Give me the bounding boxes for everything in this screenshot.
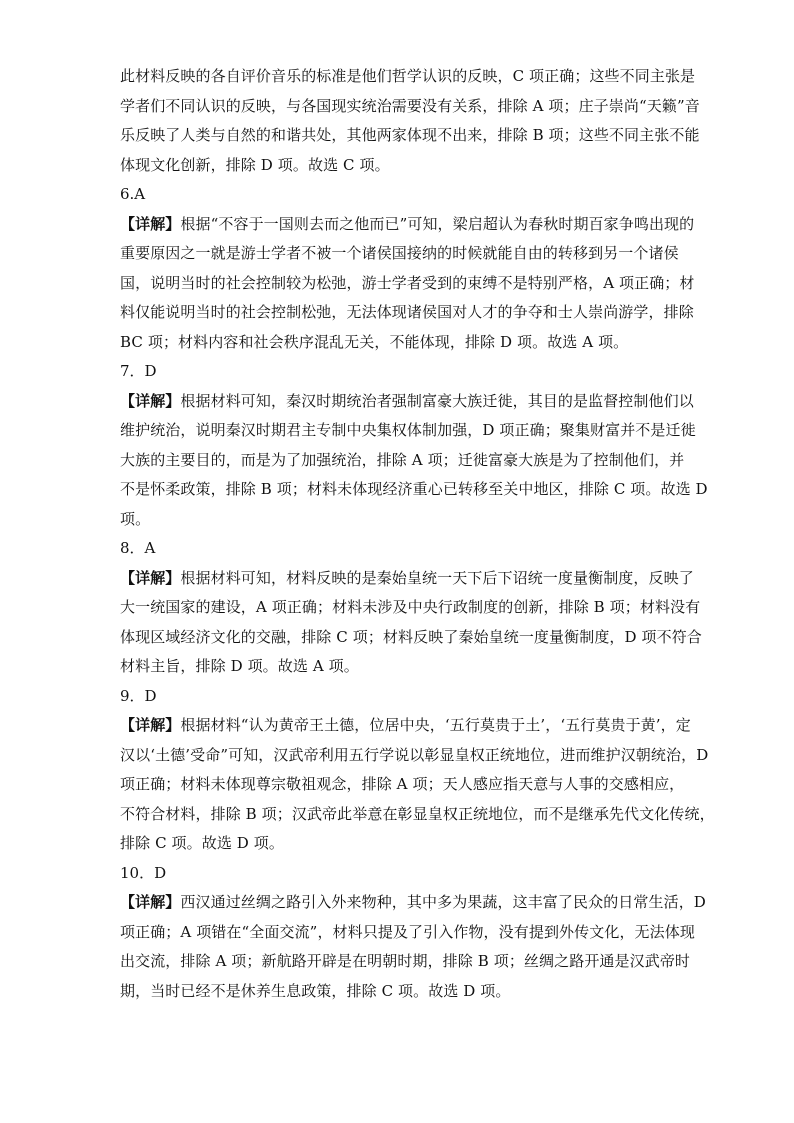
text-line: 学者们不同认识的反映，与各国现实统治需要没有关系，排除 A 项；庄子崇尚“天籁”音 (120, 96, 700, 115)
text-line: 此材料反映的各自评价音乐的标准是他们哲学认识的反映，C 项正确；这些不同主张是 (120, 67, 696, 85)
text-line: BC 项；材料内容和社会秩序混乱无关，不能体现，排除 D 项。故选 A 项。 (120, 332, 629, 351)
answer-label: 7．D (120, 362, 157, 380)
text-line: 不符合材料，排除 B 项；汉武帝此举意在彰显皇权正统地位，而不是继承先代文化传统， (120, 804, 715, 823)
text-line: 体现文化创新，排除 D 项。故选 C 项。 (120, 155, 390, 174)
explanation-first-line (120, 564, 702, 594)
explanation-text: 根据“不容于一国则去而之他而已”可知，梁启超认为春秋时期百家争鸣出现的 (180, 214, 695, 233)
question-10 (120, 859, 706, 1007)
answer-label: 9．D (120, 686, 157, 705)
text-line: 项。 (120, 509, 151, 528)
explanation-tag: 【详解】 (120, 568, 181, 587)
explanation-first-line (120, 888, 706, 918)
explanation-first-line (120, 210, 702, 240)
explanation-text: 根据材料“认为黄帝王土德，位居中央，‘五行莫贵于土’，‘五行莫贵于黄’，定 (180, 716, 691, 734)
text-line: 排除 C 项。故选 D 项。 (120, 834, 284, 852)
question-6 (120, 180, 702, 357)
explanation-first-line (120, 711, 702, 741)
explanation-tag: 【详解】 (120, 214, 181, 233)
text-line: 出交流，排除 A 项；新航路开辟是在明朝时期，排除 B 项；丝绸之路开通是汉武帝时 (120, 952, 691, 970)
explanation-text: 根据材料可知，秦汉时期统治者强制富豪大族迁徙，其目的是监督控制他们以 (180, 391, 694, 410)
text-line: 项正确；材料未体现尊宗敬祖观念，排除 A 项；天人感应指天意与人事的交感相应， (120, 775, 685, 793)
explanation-text: 根据材料可知，材料反映的是秦始皇统一天下后下诏统一度量衡制度，反映了 (180, 568, 694, 587)
text-line: 期，当时已经不是休养生息政策，排除 C 项。故选 D 项。 (120, 981, 511, 1000)
explanation-text: 西汉通过丝绸之路引入外来物种，其中多为果蔬，这丰富了民众的日常生活，D (180, 893, 706, 911)
question-8 (120, 534, 702, 682)
text-line: 大一统国家的建设，A 项正确；材料未涉及中央行政制度的创新，排除 B 项；材料没有 (120, 598, 701, 616)
answer-label: 6.A (120, 185, 146, 203)
text-line: 维护统治，说明秦汉时期君主专制中央集权体制加强，D 项正确；聚集财富并不是迁徙 (120, 421, 696, 439)
answer-label: 8．A (120, 539, 156, 557)
question-7 (120, 357, 708, 534)
text-line: 重要原因之一就是游士学者不被一个诸侯国接纳的时候就能自由的转移到另一个诸侯 (120, 244, 679, 262)
answer-label: 10．D (120, 863, 167, 882)
explanation-tag: 【详解】 (120, 716, 181, 734)
text-line: 不是怀柔政策，排除 B 项；材料未体现经济重心已转移至关中地区，排除 C 项。故选 D (120, 480, 708, 498)
explanation-tag: 【详解】 (120, 391, 181, 410)
text-line: 国，说明当时的社会控制较为松弛，游士学者受到的束缚不是特别严格，A 项正确；材 (120, 273, 695, 292)
text-line: 大族的主要目的，而是为了加强统治，排除 A 项；迁徙富豪大族是为了控制他们，并 (120, 450, 685, 469)
text-line: 汉以‘土德’受命”可知，汉武帝利用五行学说以彰显皇权正统地位，进而维护汉朝统治，D (120, 745, 709, 764)
explanation-first-line (120, 387, 702, 417)
text-line: 料仅能说明当时的社会控制松弛，无法体现诸侯国对人才的争夺和士人崇尚游学，排除 (120, 303, 694, 321)
continuation-paragraph (120, 62, 702, 180)
text-line: 体现区域经济文化的交融，排除 C 项；材料反映了秦始皇统一度量衡制度，D 项不符合 (120, 627, 702, 646)
explanation-tag: 【详解】 (120, 893, 181, 911)
question-9 (120, 682, 715, 859)
text-line: 材料主旨，排除 D 项。故选 A 项。 (120, 657, 359, 675)
text-line: 乐反映了人类与自然的和谐共处，其他两家体现不出来，排除 B 项；这些不同主张不能 (120, 126, 700, 144)
text-line: 项正确；A 项错在“全面交流”，材料只提及了引入作物，没有提到外传文化，无法体现 (120, 922, 695, 941)
